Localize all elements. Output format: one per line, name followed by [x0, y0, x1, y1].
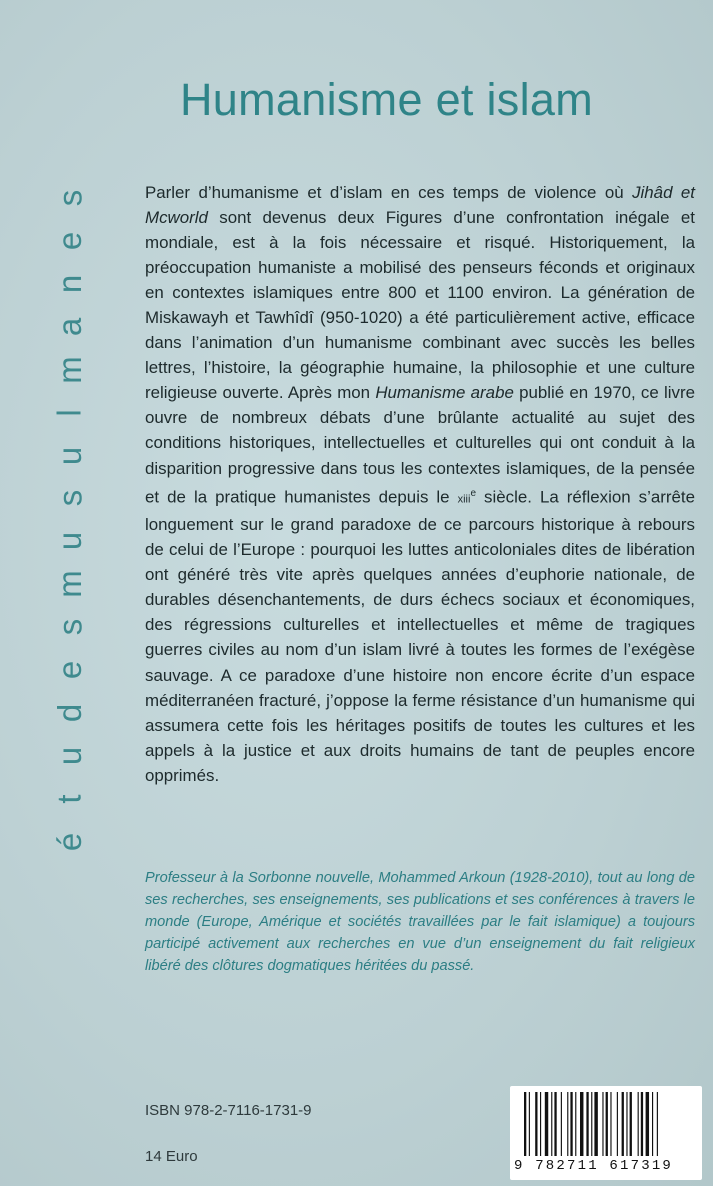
series-letter: e — [50, 660, 88, 680]
series-letter: e — [50, 231, 88, 251]
isbn: ISBN 978-2-7116-1731-9 — [145, 1102, 312, 1119]
century-superscript: e — [470, 487, 477, 499]
blurb-italic-title: Jihâd et Mcworld — [145, 183, 695, 228]
century-numeral: xiii — [457, 493, 471, 506]
series-letter: m — [51, 570, 88, 599]
series-letter: s — [51, 618, 88, 636]
series-letter: é — [50, 832, 88, 852]
series-letter: l — [51, 408, 88, 417]
series-letter: n — [50, 274, 88, 294]
barcode — [510, 1086, 702, 1180]
series-letter: m — [51, 355, 88, 384]
series-letter: s — [51, 490, 88, 507]
barcode-digits: 9 782711 617319 — [514, 1158, 674, 1174]
series-name-vertical — [48, 180, 92, 860]
series-letter: d — [50, 703, 88, 723]
blurb-text: publié en 1970, ce livre ouvre de nombreux débats d’une brûlante actualité au sujet des conditions historiques, intellectuelles et culturelles qui ont conduit à la disparition progressive dans tous les contextes islamiques, de la pensée et de la pratique humanistes depuis le — [145, 383, 695, 507]
blurb-text: sont devenus deux Figures d’une confrontation inégale et mondiale, est à la fois nécessaire et risqué. Historiquement, la préoccupation humaniste a mobilisé des penseurs féconds et originaux en contextes islamiques entre 800 et 1100 environ. La génération de Miskawayh et Tawhîdî (950-1020) a été particulièrement active, efficace dans l’animation d’un humanisme combinant avec succès les belles lettres, l’histoire, la géographie humaine, la philosophie et une culture religieuse ouverte. Après mon — [145, 208, 695, 403]
series-letter: s — [51, 189, 88, 207]
series-letter: u — [50, 746, 88, 766]
book-title: Humanisme et islam — [180, 74, 594, 125]
price: 14 Euro — [145, 1148, 198, 1165]
blurb-text: siècle. La réflexion s’arrête longuement sur le grand paradoxe de ce parcours historique à rebours de celui de l’Europe : pourquoi les luttes anticoloniales dites de libération ont généré très vite après quelques années d’euphorie nationale, de durables désenchantements, de durs échecs sociaux et économiques, des régressions culturelles et intellectuelles et même de tragiques guerres civiles au nom d’un islam livré à toutes les formes de l’exégèse sauvage. A ce paradoxe d’une histoire non encore écrite d’un espace méditerranéen fracturé, j’oppose la ferme résistance d’un humanisme qui assumera cette fois les héritages positifs de toutes les cultures et les appels à la justice et aux droits humains de tant de peuples encore opprimés. — [145, 487, 695, 785]
author-bio: Professeur à la Sorbonne nouvelle, Mohammed Arkoun (1928-2010), tout au long de ses recherches, ses enseignements, ses publications et ses conférences à travers le monde (Europe, Amérique et sociétés travaillées par le fait islamique) a toujours participé activement aux recherches en vue d’un enseignement du fait religieux libéré des clôtures dogmatiques héritées du passé. — [145, 870, 695, 974]
series-letter: u — [50, 446, 88, 465]
series-letter: a — [50, 317, 88, 336]
barcode-bars — [524, 1092, 696, 1156]
blurb-italic-title: Humanisme arabe — [375, 383, 514, 403]
series-letter: u — [50, 532, 88, 551]
back-cover-blurb — [145, 180, 695, 788]
series-letter: t — [50, 794, 88, 804]
blurb-text: Parler d’humanisme et d’islam en ces temps de violence où — [145, 183, 633, 202]
